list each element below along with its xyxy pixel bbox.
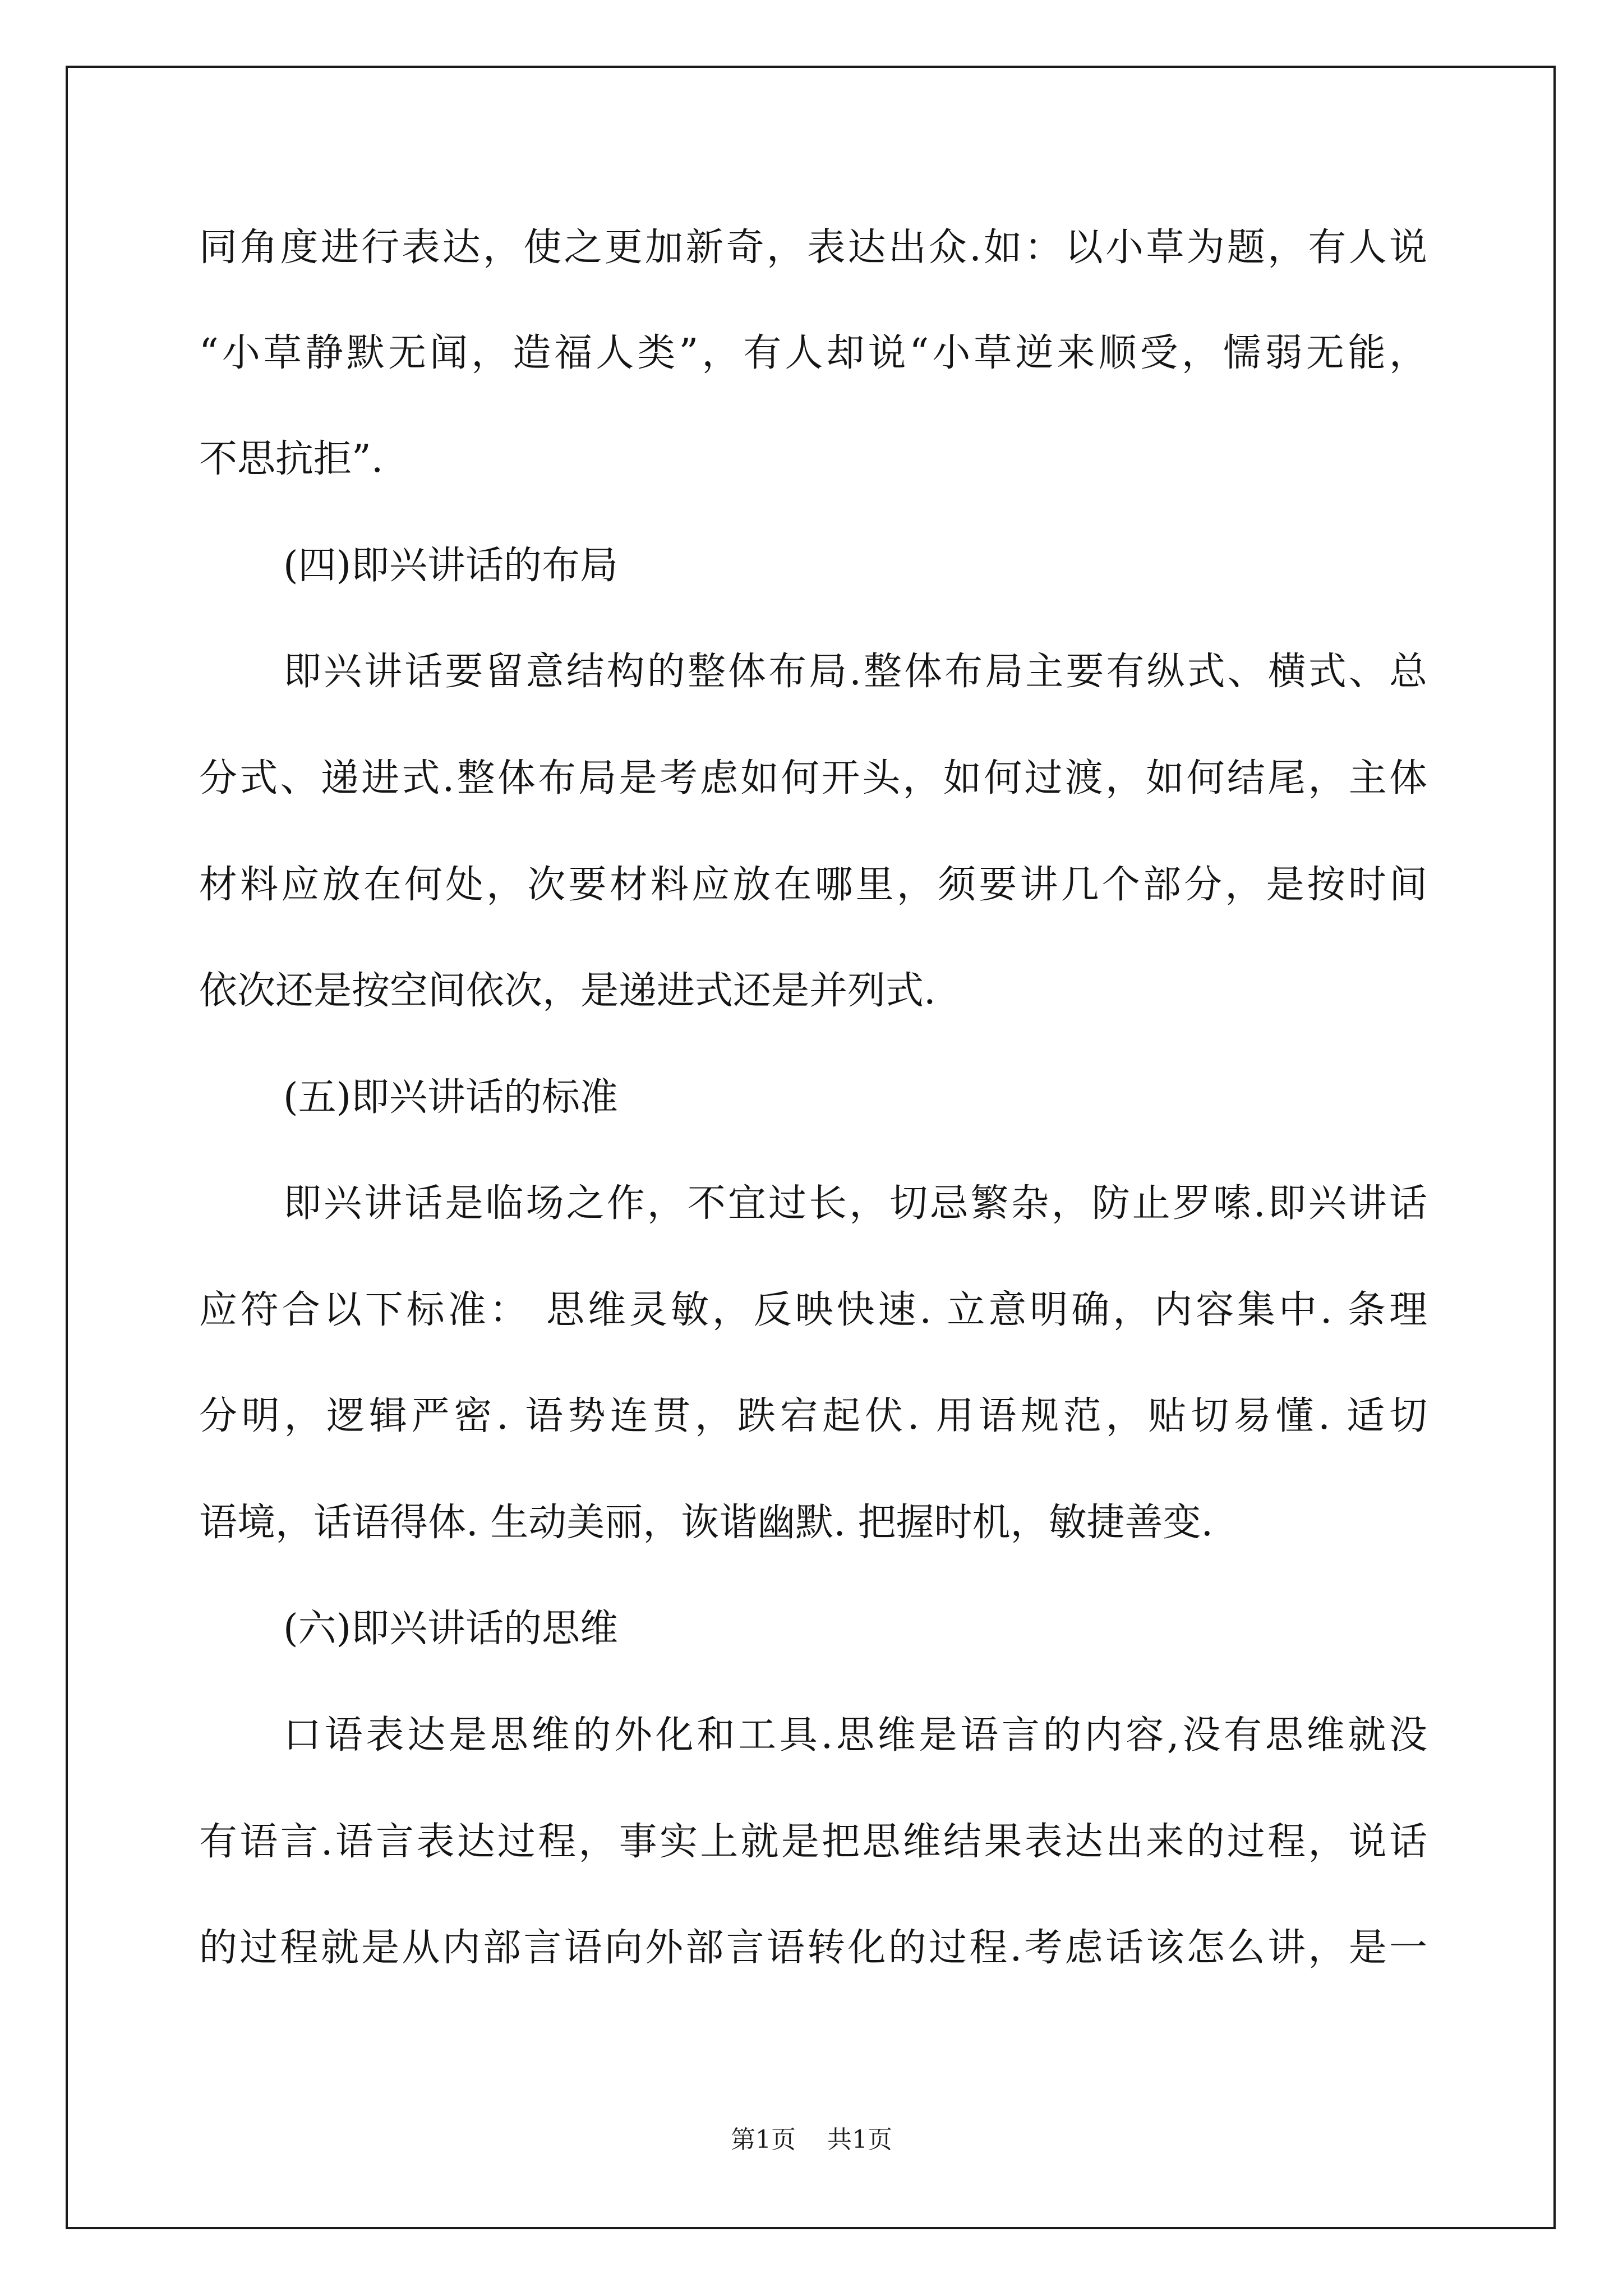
text-line: 有语言.语言表达过程，事实上就是把思维结果表达出来的过程，说话 [199,1820,1427,1864]
section-heading: (五)即兴讲话的标准 [283,1075,619,1120]
text-line: “小草静默无闻，造福人类”，有人却说“小草逆来顺受，懦弱无能， [199,331,1427,375]
page-border [66,66,1556,2229]
text-line: 即兴讲话是临场之作，不宜过长，切忌繁杂，防止罗嗦.即兴讲话 [283,1181,1427,1226]
text-line: 口语表达是思维的外化和工具.思维是语言的内容,没有思维就没 [283,1713,1427,1757]
text-line: 应符合以下标准： 思维灵敏，反映快速. 立意明确，内容集中. 条理 [199,1288,1427,1332]
text-line: 不思抗拒”. [199,437,384,481]
text-line: 的过程就是从内部言语向外部言语转化的过程.考虑话该怎么讲，是一 [199,1926,1427,1970]
text-line: 分明，逻辑严密. 语势连贯，跌宕起伏. 用语规范，贴切易懂. 适切 [199,1394,1427,1438]
text-line: 材料应放在何处，次要材料应放在哪里，须要讲几个部分，是按时间 [199,863,1427,907]
text-line: 依次还是按空间依次，是递进式还是并列式. [199,969,936,1013]
text-line: 语境，话语得体. 生动美丽，诙谐幽默. 把握时机，敏捷善变. [199,1501,1214,1545]
text-line: 同角度进行表达，使之更加新奇，表达出众.如：以小草为题，有人说 [199,226,1427,270]
text-line: 即兴讲话要留意结构的整体布局.整体布局主要有纵式、横式、总 [283,650,1427,694]
page-number-footer: 第1页 共1页 [731,2125,892,2154]
text-line: 分式、递进式.整体布局是考虑如何开头，如何过渡，如何结尾，主体 [199,756,1427,800]
section-heading: (六)即兴讲话的思维 [283,1607,619,1651]
section-heading: (四)即兴讲话的布局 [283,544,619,588]
